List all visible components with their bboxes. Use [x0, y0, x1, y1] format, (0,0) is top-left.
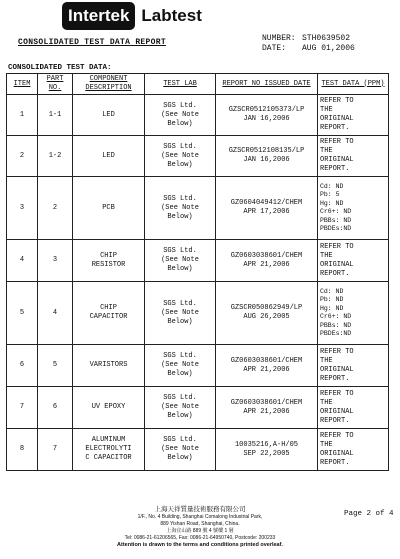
- report-no-cell-line: GZ0603038601/CHEM: [230, 251, 303, 260]
- table-row: [7, 429, 389, 471]
- report-no-cell: [216, 282, 318, 345]
- test-lab-cell-line: Below): [167, 412, 193, 420]
- report-no-cell-line: APR 21,2006: [243, 407, 290, 416]
- part-no-cell: 7: [38, 429, 73, 471]
- test-data-cell: [318, 387, 389, 429]
- description-cell-line: VARISTORS: [89, 361, 128, 369]
- test-data-cell-line: REPORT.: [320, 165, 350, 173]
- test-data-cell-line: PBBs: ND: [320, 216, 352, 224]
- description-cell: [73, 282, 145, 345]
- description-cell-line: RESISTOR: [91, 260, 126, 269]
- report-no-cell-line: GZSCR0512108135/LP: [228, 147, 305, 155]
- part-no-cell: 6: [38, 387, 73, 429]
- test-data-table: [6, 73, 389, 471]
- col-header-description: COMPONENT DESCRIPTION: [73, 74, 145, 95]
- test-data-cell-line: Hg: ND: [320, 199, 344, 207]
- test-data-cell-line: REFER TO: [320, 97, 354, 105]
- test-data-cell: [318, 345, 389, 387]
- test-data-cell-line: REPORT.: [320, 374, 350, 383]
- description-cell-line: LED: [102, 110, 115, 119]
- test-data-cell-line: THE: [320, 251, 333, 260]
- report-no-cell-line: JAN 16,2006: [243, 115, 290, 123]
- table-row: [7, 240, 389, 282]
- test-data-cell-line: REPORT.: [320, 458, 350, 467]
- col-header-item: ITEM: [7, 74, 38, 95]
- test-lab-cell-line: Below): [167, 119, 193, 128]
- test-lab-cell-line: (See Note: [161, 308, 199, 317]
- test-data-cell-line: THE: [320, 356, 333, 365]
- test-data-cell-line: REPORT.: [320, 124, 350, 132]
- report-no-cell-line: GZ0603038601/CHEM: [230, 398, 303, 407]
- test-data-cell-line: REFER TO: [320, 242, 354, 251]
- test-lab-cell-line: Below): [167, 265, 193, 273]
- test-data-cell-line: ORIGINAL: [320, 449, 354, 458]
- description-cell: [73, 240, 145, 282]
- date-value: AUG 01,2006: [302, 44, 355, 53]
- test-data-cell-line: Cr6+: ND: [320, 208, 352, 215]
- test-data-cell-line: REFER TO: [320, 389, 354, 398]
- test-data-cell-line: REFER TO: [320, 347, 354, 356]
- report-no-cell: [216, 177, 318, 240]
- test-data-cell-line: REPORT.: [320, 416, 350, 425]
- description-cell: [73, 387, 145, 429]
- test-lab-cell-line: SGS Ltd.: [163, 299, 197, 308]
- table-row: [7, 387, 389, 429]
- table-header-row: [7, 74, 389, 95]
- description-cell-line: PCB: [102, 203, 115, 212]
- date-label: DATE:: [262, 44, 287, 53]
- report-no-cell-line: APR 21,2006: [243, 365, 290, 374]
- date-row: [262, 44, 355, 54]
- test-data-cell-line: PBBs: ND: [320, 321, 352, 329]
- report-no-cell-line: GZ0604049412/CHEM: [230, 199, 303, 207]
- test-data-cell: [318, 95, 389, 136]
- test-data-cell-line: Cr6+: ND: [320, 313, 352, 320]
- section-title: CONSOLIDATED TEST DATA:: [8, 64, 112, 72]
- description-cell-line: LED: [102, 151, 115, 160]
- report-no-cell: [216, 240, 318, 282]
- company-name-cn: 上海天祥質量技術服務有限公司: [154, 506, 246, 513]
- item-cell: 6: [7, 345, 38, 387]
- test-lab-cell: [145, 136, 216, 177]
- number-row: [262, 34, 355, 44]
- report-no-cell-line: GZSCR050862949/LP: [230, 304, 303, 312]
- part-no-cell: 4: [38, 282, 73, 345]
- table-row: [7, 282, 389, 345]
- test-data-cell: [318, 136, 389, 177]
- test-lab-cell-line: Below): [167, 317, 193, 326]
- test-lab-cell-line: Below): [167, 370, 193, 378]
- test-lab-cell-line: SGS Ltd.: [163, 101, 197, 110]
- test-lab-cell-line: Below): [167, 454, 193, 462]
- test-data-cell-line: THE: [320, 398, 333, 407]
- test-lab-cell-line: (See Note: [161, 403, 199, 411]
- test-lab-cell: [145, 177, 216, 240]
- col-header-part: PART NO.: [38, 74, 73, 95]
- description-cell-line: C CAPACITOR: [85, 454, 132, 462]
- test-lab-cell-line: (See Note: [161, 256, 199, 264]
- test-lab-cell-line: (See Note: [161, 361, 199, 369]
- contact-line: Tel: 0086-21-61206565, Fax: 0086-21-64950740, Postcode: 200233: [124, 535, 276, 541]
- test-lab-cell-line: (See Note: [161, 445, 199, 453]
- test-data-cell: [318, 282, 389, 345]
- terms-warning: Attention is drawn to the terms and conditions printed overleaf.: [117, 542, 283, 548]
- test-data-cell-line: THE: [320, 106, 333, 114]
- address-en-2: 889 Yishan Road, Shanghai, China.: [160, 521, 240, 527]
- part-no-cell: 5: [38, 345, 73, 387]
- test-data-cell-line: THE: [320, 147, 333, 155]
- test-data-cell: [318, 177, 389, 240]
- test-data-cell-line: Hg: ND: [320, 304, 344, 312]
- item-cell: 2: [7, 136, 38, 177]
- address-en: 1/F., No. 4 Building, Shanghai Comalong Industrial Park,: [137, 514, 263, 520]
- test-lab-cell-line: Below): [167, 212, 193, 221]
- report-no-cell-line: AUG 26,2005: [243, 313, 290, 321]
- test-lab-cell-line: SGS Ltd.: [163, 194, 197, 203]
- test-lab-cell-line: SGS Ltd.: [163, 247, 197, 255]
- test-data-cell-line: Cd: ND: [320, 287, 344, 295]
- item-cell: 1: [7, 95, 38, 136]
- logo-box: Intertek: [62, 2, 135, 30]
- test-data-cell-line: REFER TO: [320, 431, 354, 440]
- report-no-cell: [216, 136, 318, 177]
- report-title: CONSOLIDATED TEST DATA REPORT: [18, 38, 166, 47]
- test-lab-cell-line: SGS Ltd.: [163, 352, 197, 360]
- test-data-cell-line: ORIGINAL: [320, 260, 354, 269]
- report-no-cell-line: JAN 16,2006: [243, 156, 290, 164]
- description-cell-line: UV EPOXY: [91, 403, 126, 411]
- test-lab-cell-line: (See Note: [161, 151, 199, 160]
- table-row: [7, 136, 389, 177]
- footer: [0, 505, 400, 549]
- address-cn: 上海宜山路 889 號 4 號樓 1 層: [166, 528, 234, 534]
- test-data-cell-line: ORIGINAL: [320, 365, 354, 374]
- description-cell-line: CHIP: [100, 304, 117, 312]
- test-lab-cell-line: (See Note: [161, 110, 199, 119]
- report-no-cell: [216, 95, 318, 136]
- test-data-cell-line: ORIGINAL: [320, 407, 354, 416]
- test-lab-cell-line: SGS Ltd.: [163, 142, 197, 151]
- item-cell: 7: [7, 387, 38, 429]
- item-cell: 4: [7, 240, 38, 282]
- description-cell-line: ALUMINUM: [91, 436, 126, 444]
- test-data-cell: [318, 240, 389, 282]
- description-cell: [73, 136, 145, 177]
- test-data-cell-line: ORIGINAL: [320, 156, 354, 164]
- description-cell: [73, 345, 145, 387]
- table-row: [7, 95, 389, 136]
- description-cell-line: CAPACITOR: [89, 313, 128, 321]
- page-number: Page 2 of 4: [344, 510, 394, 518]
- test-lab-cell: [145, 240, 216, 282]
- test-data-cell-line: PBDEs:ND: [320, 225, 352, 232]
- test-data-cell-line: REFER TO: [320, 138, 354, 146]
- table-body: [7, 95, 389, 471]
- col-header-test-data: TEST DATA (PPM): [318, 74, 389, 95]
- col-header-test-lab: TEST LAB: [145, 74, 216, 95]
- number-label: NUMBER:: [262, 34, 296, 43]
- test-data-cell-line: ORIGINAL: [320, 115, 354, 123]
- item-cell: 5: [7, 282, 38, 345]
- report-no-cell: [216, 387, 318, 429]
- report-no-cell-line: APR 17,2006: [243, 208, 290, 216]
- test-data-cell-line: Cd: ND: [320, 182, 344, 190]
- report-no-cell: [216, 345, 318, 387]
- description-cell: [73, 429, 145, 471]
- table-row: [7, 177, 389, 240]
- test-lab-cell-line: SGS Ltd.: [163, 436, 197, 444]
- description-cell-line: CHIP: [100, 251, 117, 260]
- report-no-cell-line: 10035216,A-H/05: [234, 440, 298, 449]
- test-data-cell-line: REPORT.: [320, 269, 350, 278]
- test-lab-cell: [145, 345, 216, 387]
- test-lab-cell: [145, 429, 216, 471]
- test-lab-cell: [145, 387, 216, 429]
- col-header-report-no: REPORT NO ISSUED DATE: [216, 74, 318, 95]
- description-cell: [73, 177, 145, 240]
- intertek-logo: [62, 2, 202, 30]
- logo-word: Labtest: [141, 6, 202, 25]
- report-no-cell-line: GZSCR0512105373/LP: [228, 106, 305, 114]
- part-no-cell: 2: [38, 177, 73, 240]
- test-data-cell-line: THE: [320, 440, 333, 449]
- test-data-cell-line: Pb: ND: [320, 296, 344, 303]
- description-cell: [73, 95, 145, 136]
- test-lab-cell-line: Below): [167, 160, 193, 169]
- report-no-cell-line: SEP 22,2005: [243, 449, 290, 458]
- test-lab-cell: [145, 282, 216, 345]
- test-lab-cell-line: (See Note: [161, 203, 199, 212]
- item-cell: 8: [7, 429, 38, 471]
- test-data-cell: [318, 429, 389, 471]
- table-row: [7, 345, 389, 387]
- test-data-cell-line: PBDEs:ND: [320, 330, 352, 337]
- test-data-cell-line: Pb: 5: [320, 191, 340, 198]
- part-no-cell: 1-1: [38, 95, 73, 136]
- test-lab-cell-line: SGS Ltd.: [163, 394, 197, 402]
- report-no-cell: [216, 429, 318, 471]
- test-lab-cell: [145, 95, 216, 136]
- description-cell-line: ELECTROLYTI: [85, 445, 132, 453]
- report-no-cell-line: GZ0603038601/CHEM: [230, 356, 303, 365]
- number-value: STH0639502: [302, 34, 351, 43]
- part-no-cell: 1-2: [38, 136, 73, 177]
- report-meta: [262, 34, 355, 54]
- item-cell: 3: [7, 177, 38, 240]
- report-no-cell-line: APR 21,2006: [243, 260, 290, 269]
- part-no-cell: 3: [38, 240, 73, 282]
